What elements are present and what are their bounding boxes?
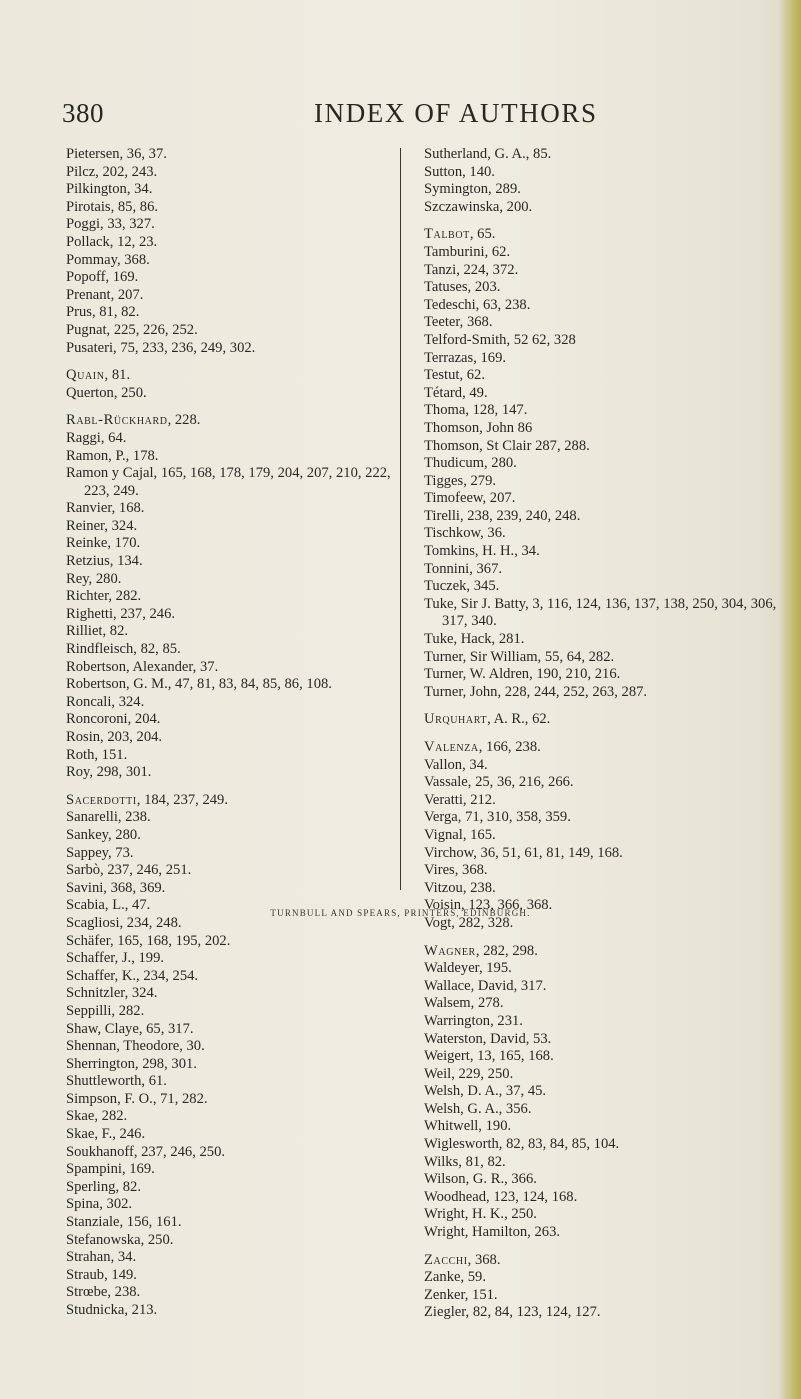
column-divider <box>400 148 401 890</box>
index-entry: Valenza, 166, 238. <box>424 739 541 755</box>
index-entry: Wilson, G. R., 366. <box>424 1171 537 1188</box>
index-entry: Virchow, 36, 51, 61, 81, 149, 168. <box>424 844 623 861</box>
index-entry: Reinke, 170. <box>66 535 141 552</box>
index-entry: Tirelli, 238, 239, 240, 248. <box>424 507 581 524</box>
index-entry: Spina, 302. <box>66 1196 133 1213</box>
index-entry: Rey, 280. <box>66 570 122 587</box>
index-entry: Pusateri, 75, 233, 236, 249, 302. <box>66 339 256 356</box>
index-entry: Thudicum, 280. <box>424 455 517 472</box>
index-entry: Querton, 250. <box>66 384 147 401</box>
index-entry: Welsh, G. A., 356. <box>424 1100 532 1117</box>
index-entry: Zenker, 151. <box>424 1286 498 1303</box>
index-entry: Tedeschi, 63, 238. <box>424 296 531 313</box>
index-entry: Tischkow, 36. <box>424 525 506 542</box>
index-entry: Wagner, 282, 298. <box>424 942 538 959</box>
index-entry: Whitwell, 190. <box>424 1118 512 1135</box>
index-entry: Ramon y Cajal, 165, 168, 178, 179, 204, 207, 210, 222, 223, 249. <box>66 465 391 499</box>
index-entry: Veratti, 212. <box>424 791 496 808</box>
index-entry: Pilkington, 34. <box>66 181 153 198</box>
index-entry: Verga, 71, 310, 358, 359. <box>424 809 571 826</box>
index-entry: Terrazas, 169. <box>424 349 507 366</box>
index-entry: Reiner, 324. <box>66 517 138 534</box>
index-entry: Shuttleworth, 61. <box>66 1073 167 1090</box>
index-entry: Vires, 368. <box>424 862 488 879</box>
index-entry: Waterston, David, 53. <box>424 1030 552 1047</box>
index-entry: Sarbò, 237, 246, 251. <box>66 862 192 879</box>
index-entry: Tomkins, H. H., 34. <box>424 543 540 560</box>
index-entry: Sherrington, 298, 301. <box>66 1055 197 1072</box>
index-column-right <box>424 146 780 1322</box>
index-entry: Prenant, 207. <box>66 286 144 303</box>
index-entry: Scabia, L., 47. <box>66 897 151 914</box>
index-entry: Sankey, 280. <box>66 826 141 843</box>
index-entry: Ranvier, 168. <box>66 500 145 517</box>
index-entry: Szczawinska, 200. <box>424 198 533 215</box>
index-entry: Wright, H. K., 250. <box>424 1206 537 1223</box>
index-entry: Zanke, 59. <box>424 1269 487 1286</box>
index-entry: Roncoroni, 204. <box>66 711 161 728</box>
index-entry: Retzius, 134. <box>66 553 143 570</box>
index-entry: Tanzi, 224, 372. <box>424 261 519 278</box>
index-entry: Sacerdotti, 184, 237, 249. <box>66 791 228 808</box>
index-entry: Weigert, 13, 165, 168. <box>424 1048 554 1065</box>
printer-imprint: TURNBULL AND SPEARS, PRINTERS, EDINBURGH. <box>270 908 531 918</box>
page-edge <box>779 0 801 1399</box>
index-entry: Studnicka, 213. <box>66 1302 158 1318</box>
index-entry: Raggi, 64. <box>66 429 127 446</box>
index-entry: Vassale, 25, 36, 216, 266. <box>424 774 574 791</box>
index-entry: Rabl-Rückhard, 228. <box>66 412 201 429</box>
index-entry: Popoff, 169. <box>66 269 139 286</box>
index-entry: Tétard, 49. <box>424 384 488 401</box>
index-entry: Turner, John, 228, 244, 252, 263, 287. <box>424 683 648 700</box>
index-entry: Skae, F., 246. <box>66 1126 146 1143</box>
index-entry: Roy, 298, 301. <box>66 764 152 781</box>
index-entry: Tigges, 279. <box>424 472 497 489</box>
index-entry: Robertson, G. M., 47, 81, 83, 84, 85, 86, 108. <box>66 676 332 693</box>
index-entry: Vignal, 165. <box>424 826 496 843</box>
index-entry: Rilliet, 82. <box>66 623 129 640</box>
index-entry: Pirotais, 85, 86. <box>66 198 159 215</box>
index-entry: Tonnini, 367. <box>424 560 503 577</box>
index-entry: Pugnat, 225, 226, 252. <box>66 321 198 338</box>
page-header <box>0 98 801 138</box>
index-entry: Stefanowska, 250. <box>66 1231 174 1248</box>
index-entry: Schäfer, 165, 168, 195, 202. <box>66 932 231 949</box>
index-entry: Vitzou, 238. <box>424 879 496 896</box>
index-entry: Schnitzler, 324. <box>66 985 158 1002</box>
index-entry: Soukhanoff, 237, 246, 250. <box>66 1143 226 1160</box>
index-entry: Urquhart, A. R., 62. <box>424 711 551 728</box>
index-entry: Rosin, 203, 204. <box>66 729 163 745</box>
index-entry: Talbot, 65. <box>424 226 496 243</box>
index-entry: Vogt, 282, 328. <box>424 914 514 931</box>
index-entry: Wright, Hamilton, 263. <box>424 1224 561 1241</box>
index-entry: Tamburini, 62. <box>424 243 511 260</box>
index-entry: Wallace, David, 317. <box>424 977 547 994</box>
index-entry: Teeter, 368. <box>424 314 493 331</box>
index-entry: Pollack, 12, 23. <box>66 233 158 250</box>
index-entry: Voisin, 123, 366, 368. <box>424 897 553 914</box>
index-entry: Tuke, Sir J. Batty, 3, 116, 124, 136, 137, 138, 250, 304, 306, 317, 340. <box>424 595 777 630</box>
index-entry: Weil, 229, 250. <box>424 1065 514 1082</box>
index-entry: Poggi, 33, 327. <box>66 216 155 233</box>
index-entry: Scagliosi, 234, 248. <box>66 914 182 931</box>
index-entry: Walsem, 278. <box>424 995 504 1012</box>
index-entry: Tuke, Hack, 281. <box>424 631 525 648</box>
index-entry: Strœbe, 238. <box>66 1284 141 1301</box>
index-entry: Warrington, 231. <box>424 1012 523 1029</box>
index-entry: Sperling, 82. <box>66 1178 141 1195</box>
index-entry: Stanziale, 156, 161. <box>66 1214 182 1231</box>
index-entry: Roth, 151. <box>66 746 128 763</box>
running-head: INDEX OF AUTHORS <box>314 98 598 128</box>
index-entry: Shennan, Theodore, 30. <box>66 1038 205 1055</box>
index-entry: Schaffer, K., 234, 254. <box>66 967 199 984</box>
index-entry: Schaffer, J., 199. <box>66 950 165 967</box>
index-entry: Zacchi, 368. <box>424 1251 501 1268</box>
index-entry: Savini, 368, 369. <box>66 879 166 896</box>
index-entry: Thomson, St Clair 287, 288. <box>424 437 590 454</box>
index-entry: Rindfleisch, 82, 85. <box>66 641 181 658</box>
index-entry: Wilks, 81, 82. <box>424 1153 506 1170</box>
index-entry: Thomson, John 86 <box>424 419 533 436</box>
page-number: 380 <box>62 98 104 128</box>
index-entry: Pilcz, 202, 243. <box>66 163 158 180</box>
index-entry: Vallon, 34. <box>424 756 488 773</box>
index-entry: Robertson, Alexander, 37. <box>66 658 219 675</box>
index-entry: Welsh, D. A., 37, 45. <box>424 1083 547 1100</box>
index-entry: Prus, 81, 82. <box>66 304 140 321</box>
index-entry: Ramon, P., 178. <box>66 447 159 464</box>
index-entry: Tuczek, 345. <box>424 578 500 595</box>
index-entry: Woodhead, 123, 124, 168. <box>424 1188 578 1205</box>
index-entry: Quain, 81. <box>66 367 131 384</box>
index-entry: Shaw, Claye, 65, 317. <box>66 1020 194 1037</box>
index-entry: Pietersen, 36, 37. <box>66 146 167 162</box>
index-entry: Sutherland, G. A., 85. <box>424 146 552 162</box>
index-entry: Thoma, 128, 147. <box>424 402 528 419</box>
index-entry: Waldeyer, 195. <box>424 960 512 977</box>
index-entry: Tatuses, 203. <box>424 279 501 296</box>
index-entry: Straub, 149. <box>66 1266 137 1283</box>
index-entry: Testut, 62. <box>424 367 485 384</box>
index-entry: Simpson, F. O., 71, 282. <box>66 1090 208 1107</box>
index-entry: Roncali, 324. <box>66 693 145 710</box>
index-entry: Spampini, 169. <box>66 1161 155 1178</box>
index-entry: Sutton, 140. <box>424 163 495 180</box>
index-entry: Strahan, 34. <box>66 1249 137 1266</box>
index-entry: Righetti, 237, 246. <box>66 605 176 622</box>
index-entry: Symington, 289. <box>424 181 521 198</box>
index-entry: Pommay, 368. <box>66 251 150 268</box>
index-entry: Sanarelli, 238. <box>66 809 151 826</box>
index-entry: Richter, 282. <box>66 588 142 605</box>
index-entry: Sappey, 73. <box>66 844 134 861</box>
index-entry: Skae, 282. <box>66 1108 128 1125</box>
index-entry: Telford-Smith, 52 62, 328 <box>424 331 576 348</box>
index-column-left <box>66 146 396 1320</box>
index-entry: Wiglesworth, 82, 83, 84, 85, 104. <box>424 1136 620 1153</box>
index-entry: Timofeew, 207. <box>424 490 516 507</box>
index-entry: Seppilli, 282. <box>66 1002 145 1019</box>
index-entry: Turner, Sir William, 55, 64, 282. <box>424 648 615 665</box>
index-entry: Ziegler, 82, 84, 123, 124, 127. <box>424 1304 601 1321</box>
index-entry: Turner, W. Aldren, 190, 210, 216. <box>424 666 621 683</box>
